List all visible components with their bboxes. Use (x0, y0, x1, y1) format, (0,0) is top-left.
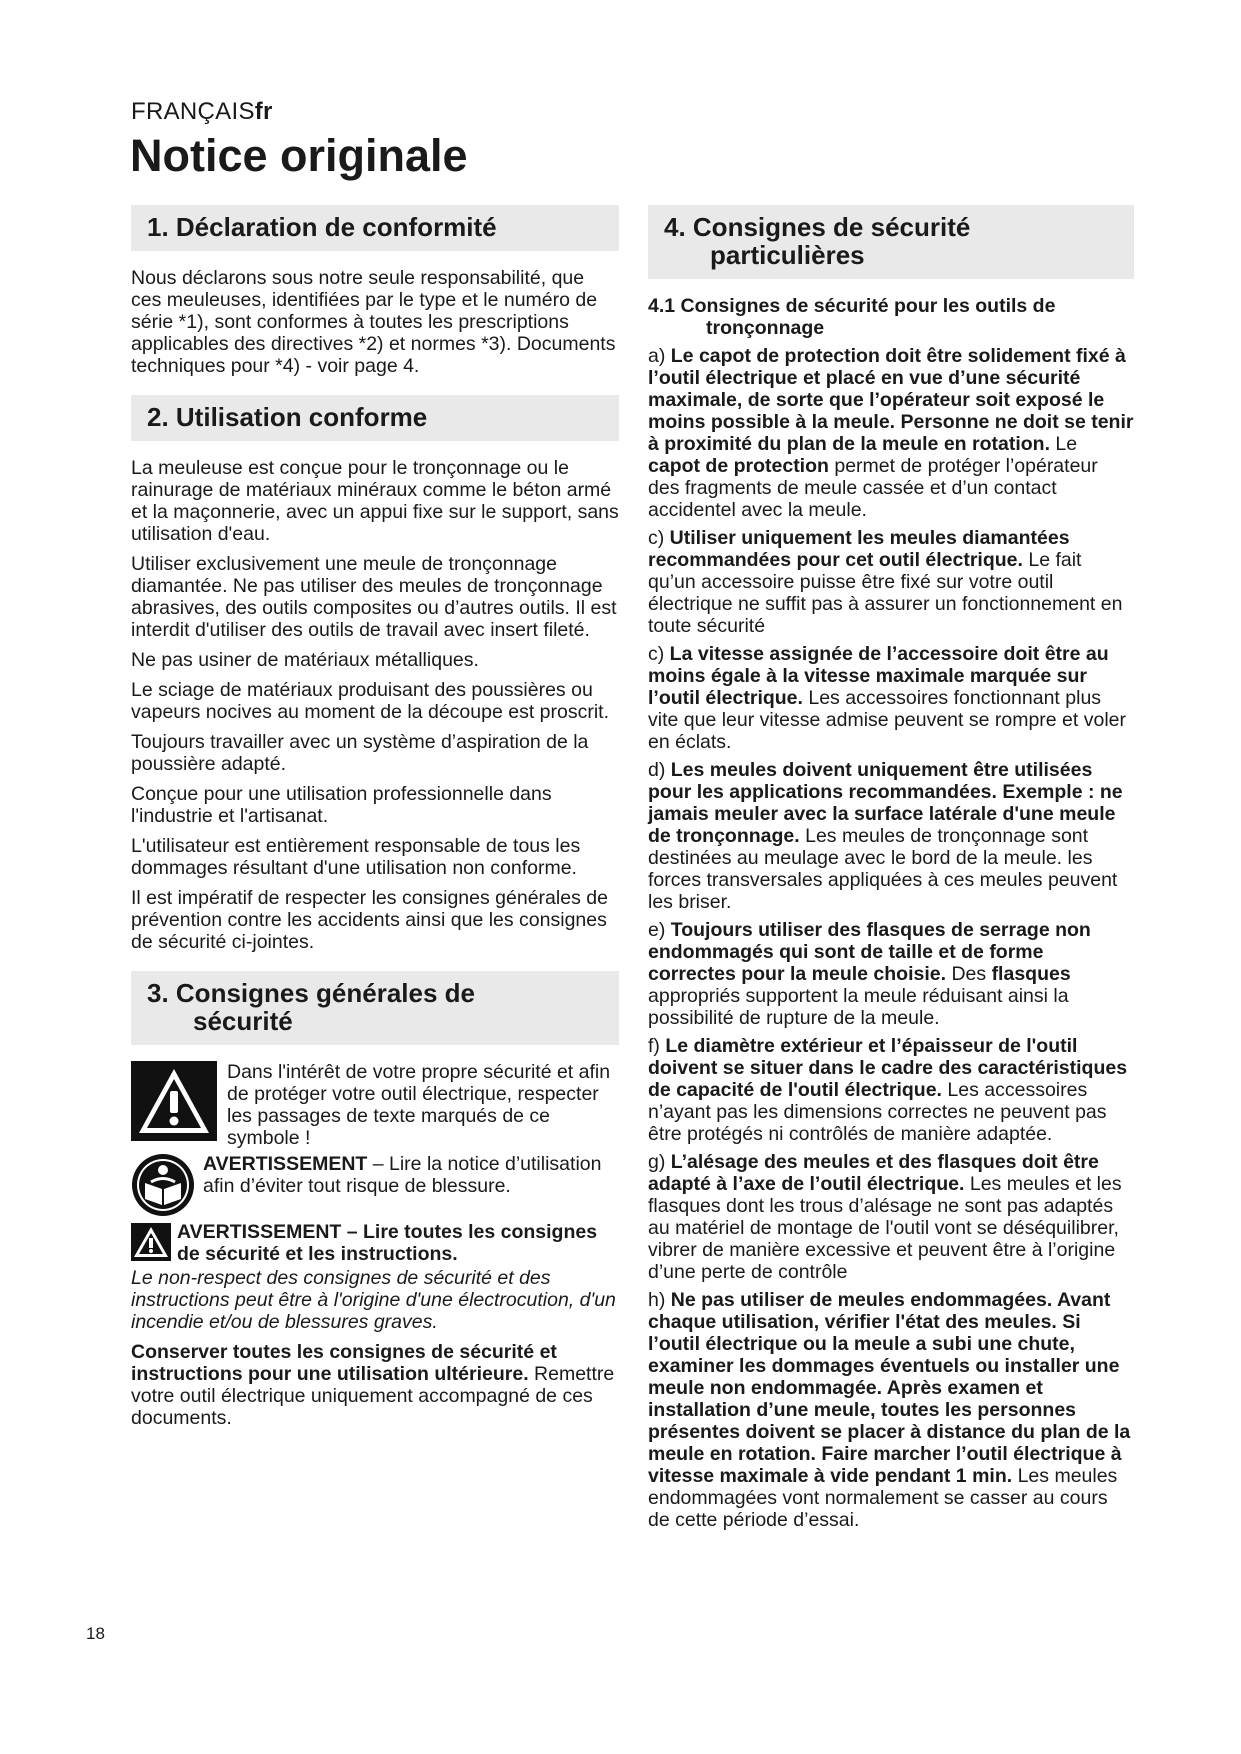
warning-triangle-small-icon (131, 1223, 171, 1261)
section-2-paragraph: Ne pas usiner de matériaux métalliques. (131, 649, 479, 671)
keep-instructions: Conserver toutes les consignes de sécurité et instructions pour une utilisation ultérieure. Remettre votre outil électrique uniquement accompagné de ces documents. (131, 1341, 615, 1429)
section-1-body: Nous déclarons sous notre seule responsabilité, que ces meuleuses, identifiées par le type et le numéro de série *1), sont conformes à toutes les prescriptions applicables des directives *2) et normes *3). Documents techniques pour *4) - voir page 4. (131, 267, 616, 377)
manual-warning-text: – Lire la notice d’utilisation afin d’éviter tout risque de blessure. (203, 1153, 602, 1197)
section-2-paragraph: Conçue pour une utilisation professionnelle dans l'industrie et l'artisanat. (131, 783, 552, 827)
section-2-paragraph: Il est impératif de respecter les consignes générales de prévention contre les accidents ainsi que les consignes de sécurité ci-jointes. (131, 887, 608, 953)
section-2-paragraph: Toujours travailler avec un système d’aspiration de la poussière adapté. (131, 731, 589, 775)
language-label: FRANÇAISfr (131, 98, 273, 125)
section-2-paragraph: Le sciage de matériaux produisant des poussières ou vapeurs nocives au moment de la découpe est proscrit. (131, 679, 610, 723)
safety-item: a) Le capot de protection doit être solidement fixé à l’outil électrique et placé en vue d’une sécurité maximale, de sorte que l’opérateur soit exposé le moins possible à la meule. Personne ne doit se tenir à proximité du plan de la meule en rotation. Le capot de protection permet de protéger l’opérateur des fragments de meule cassée et d’un contact accidentel avec la meule. (648, 345, 1134, 521)
right-column (648, 205, 1134, 1537)
section-3-heading: 3. Consignes générales de sécurité (131, 971, 619, 1045)
left-column (131, 205, 619, 1437)
safety-item: e) Toujours utiliser des flasques de serrage non endommagés qui sont de taille et de forme correctes pour la meule choisie. Des flasques appropriés supportent la meule réduisant ainsi la possibilité de rupture de la meule. (648, 919, 1091, 1029)
subsection-4-1-heading: 4.1 Consignes de sécurité pour les outils de tronçonnage (648, 295, 1056, 339)
warning-triangle-icon (131, 1061, 217, 1141)
symbol-notice-text: Dans l'intérêt de votre propre sécurité et afin de protéger votre outil électrique, respecter les passages de texte marqués de ce symbole ! (227, 1061, 611, 1149)
read-manual-icon (131, 1153, 195, 1217)
page-title: Notice originale (130, 130, 468, 181)
safety-item: d) Les meules doivent uniquement être utilisées pour les applications recommandées. Exemple : ne jamais meuler avec la surface latérale d'une meule de tronçonnage. Les meules de tronçonnage sont destinées au meulage avec le bord de la meule. les forces transversales appliquées à ces meules peuvent les briser. (648, 759, 1123, 913)
section-1-heading: 1. Déclaration de conformité (131, 205, 619, 251)
section-2-paragraph: Utiliser exclusivement une meule de tronçonnage diamantée. Ne pas utiliser des meules de tronçonnage abrasives, des outils composites ou d’autres outils. Il est interdit d'utiliser des outils de travail avec insert fileté. (131, 553, 617, 641)
general-warning-italic: Le non-respect des consignes de sécurité et des instructions peut être à l'origine d'une électrocution, d'un incendie et/ou de blessures graves. (131, 1267, 616, 1333)
section-2-heading: 2. Utilisation conforme (131, 395, 619, 441)
section-4-heading: 4. Consignes de sécurité particulières (648, 205, 1134, 279)
manual-notice (131, 1153, 619, 1217)
safety-item: g) L’alésage des meules et des flasques doit être adapté à l’axe de l’outil électrique. Les meules et les flasques dont les trous d’alésage ne sont pas adaptés au matériel de montage de l'outil vont se déséquilibrer, vibrer de manière excessive et peuvent être à l’origine d’une perte de contrôle (648, 1151, 1122, 1283)
symbol-notice (131, 1061, 619, 1149)
page-number: 18 (86, 1624, 105, 1643)
section-2-paragraph: L'utilisateur est entièrement responsable de tous les dommages résultant d'une utilisation non conforme. (131, 835, 581, 879)
safety-item: f) Le diamètre extérieur et l’épaisseur de l'outil doivent se situer dans le cadre des caractéristiques de capacité de l'outil électrique. Les accessoires n’ayant pas les dimensions correctes ne peuvent pas être protégés ni contrôlés de manière adaptée. (648, 1035, 1128, 1145)
safety-item: h) Ne pas utiliser de meules endommagées. Avant chaque utilisation, vérifier l'état des meules. Si l’outil électrique ou la meule a subi une chute, examiner les dommages éventuels ou installer une meule non endommagée. Après examen et installation d’une meule, toutes les personnes présentes doivent se placer à distance du plan de la meule en rotation. Faire marcher l’outil électrique à vitesse maximale à vide pendant 1 min. Les meules endommagées vont normalement se casser au cours de cette période d’essai. (648, 1289, 1131, 1531)
manual-warning-bold: AVERTISSEMENT (203, 1153, 368, 1175)
safety-item: c) La vitesse assignée de l’accessoire doit être au moins égale à la vitesse maximale marquée sur l’outil électrique. Les accessoires fonctionnant plus vite que leur vitesse admise peuvent se rompre et voler en éclats. (648, 643, 1126, 753)
section-2-paragraph: La meuleuse est conçue pour le tronçonnage ou le rainurage de matériaux minéraux comme le béton armé et la maçonnerie, avec un appui fixe sur le support, sans utilisation d'eau. (131, 457, 619, 545)
general-warning-bold: AVERTISSEMENT – Lire toutes les consignes de sécurité et les instructions. (177, 1221, 598, 1265)
safety-item: c) Utiliser uniquement les meules diamantées recommandées pour cet outil électrique. Le fait qu’un accessoire puisse être fixé sur votre outil électrique ne suffit pas à assurer un fonctionnement en toute sécurité (648, 527, 1123, 637)
general-warning (131, 1221, 619, 1265)
